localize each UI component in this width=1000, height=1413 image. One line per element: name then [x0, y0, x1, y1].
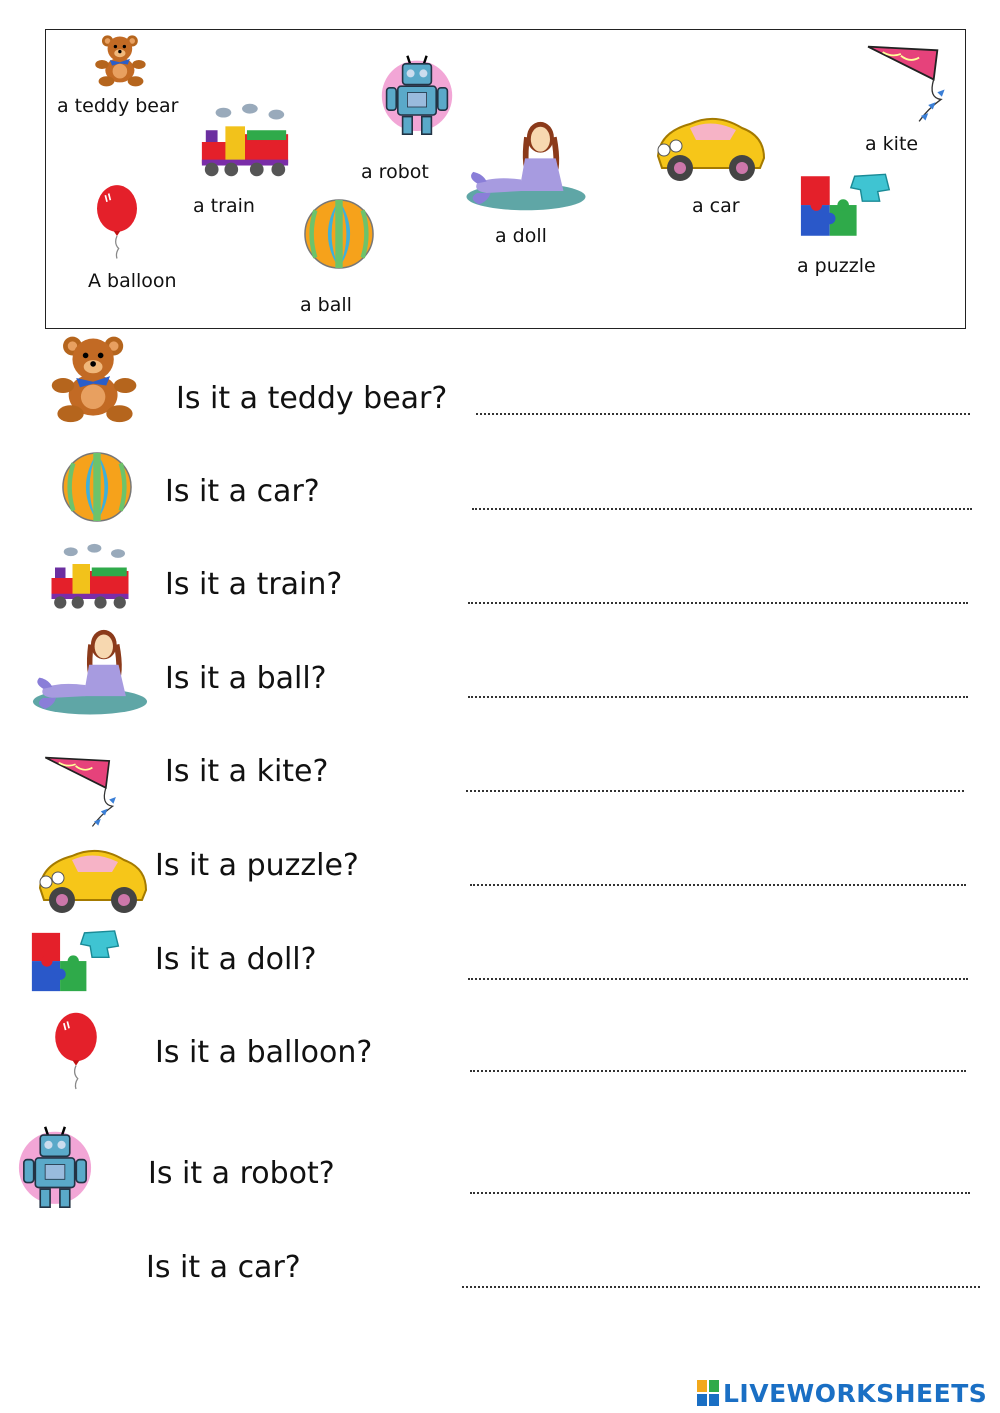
car-icon	[30, 838, 154, 918]
car-icon	[650, 106, 770, 186]
answer-field-3[interactable]	[468, 574, 968, 604]
answer-field-2[interactable]	[472, 480, 972, 510]
balloon-icon	[50, 1010, 102, 1090]
question-6: Is it a puzzle?	[155, 848, 359, 883]
question-1: Is it a teddy bear?	[176, 381, 448, 416]
doll-icon	[28, 628, 152, 720]
vocab-label-doll: a doll	[495, 225, 547, 247]
question-7: Is it a doll?	[155, 942, 317, 977]
robot-icon	[14, 1114, 96, 1220]
teddy-bear-icon	[48, 330, 142, 426]
question-4: Is it a ball?	[165, 661, 327, 696]
question-2: Is it a car?	[165, 474, 320, 509]
question-8: Is it a balloon?	[155, 1035, 373, 1070]
puzzle-icon	[799, 172, 895, 240]
teddy-bear-icon	[90, 32, 152, 88]
train-icon	[196, 100, 294, 184]
robot-icon	[377, 43, 457, 147]
answer-field-8[interactable]	[470, 1042, 966, 1072]
liveworksheets-logo-icon	[697, 1380, 719, 1406]
answer-field-1[interactable]	[476, 385, 970, 415]
kite-icon	[864, 43, 956, 125]
answer-field-10[interactable]	[462, 1258, 980, 1288]
vocab-label-kite: a kite	[865, 133, 919, 155]
answer-field-6[interactable]	[470, 856, 966, 886]
answer-field-5[interactable]	[466, 762, 964, 792]
liveworksheets-logo-text: LIVEWORKSHEETS	[723, 1378, 988, 1408]
question-10: Is it a car?	[146, 1250, 301, 1285]
liveworksheets-logo	[697, 1379, 987, 1407]
vocab-label-car: a car	[692, 195, 740, 217]
question-9: Is it a robot?	[148, 1156, 335, 1191]
question-5: Is it a kite?	[165, 754, 329, 789]
ball-icon	[60, 450, 134, 524]
vocab-label-ball: a ball	[300, 294, 352, 316]
question-3: Is it a train?	[165, 567, 343, 602]
answer-field-4[interactable]	[468, 668, 968, 698]
answer-field-9[interactable]	[470, 1164, 970, 1194]
balloon-icon	[92, 183, 142, 259]
doll-icon	[462, 120, 590, 216]
vocab-label-balloon: A balloon	[88, 270, 177, 292]
train-icon	[44, 543, 136, 613]
vocab-label-robot: a robot	[361, 161, 429, 183]
ball-icon	[302, 197, 376, 271]
answer-field-7[interactable]	[468, 950, 968, 980]
vocab-label-puzzle: a puzzle	[797, 255, 876, 277]
puzzle-icon	[30, 928, 124, 996]
kite-icon	[42, 746, 126, 838]
vocab-label-train: a train	[193, 195, 255, 217]
vocab-label-teddy-bear: a teddy bear	[57, 95, 179, 117]
